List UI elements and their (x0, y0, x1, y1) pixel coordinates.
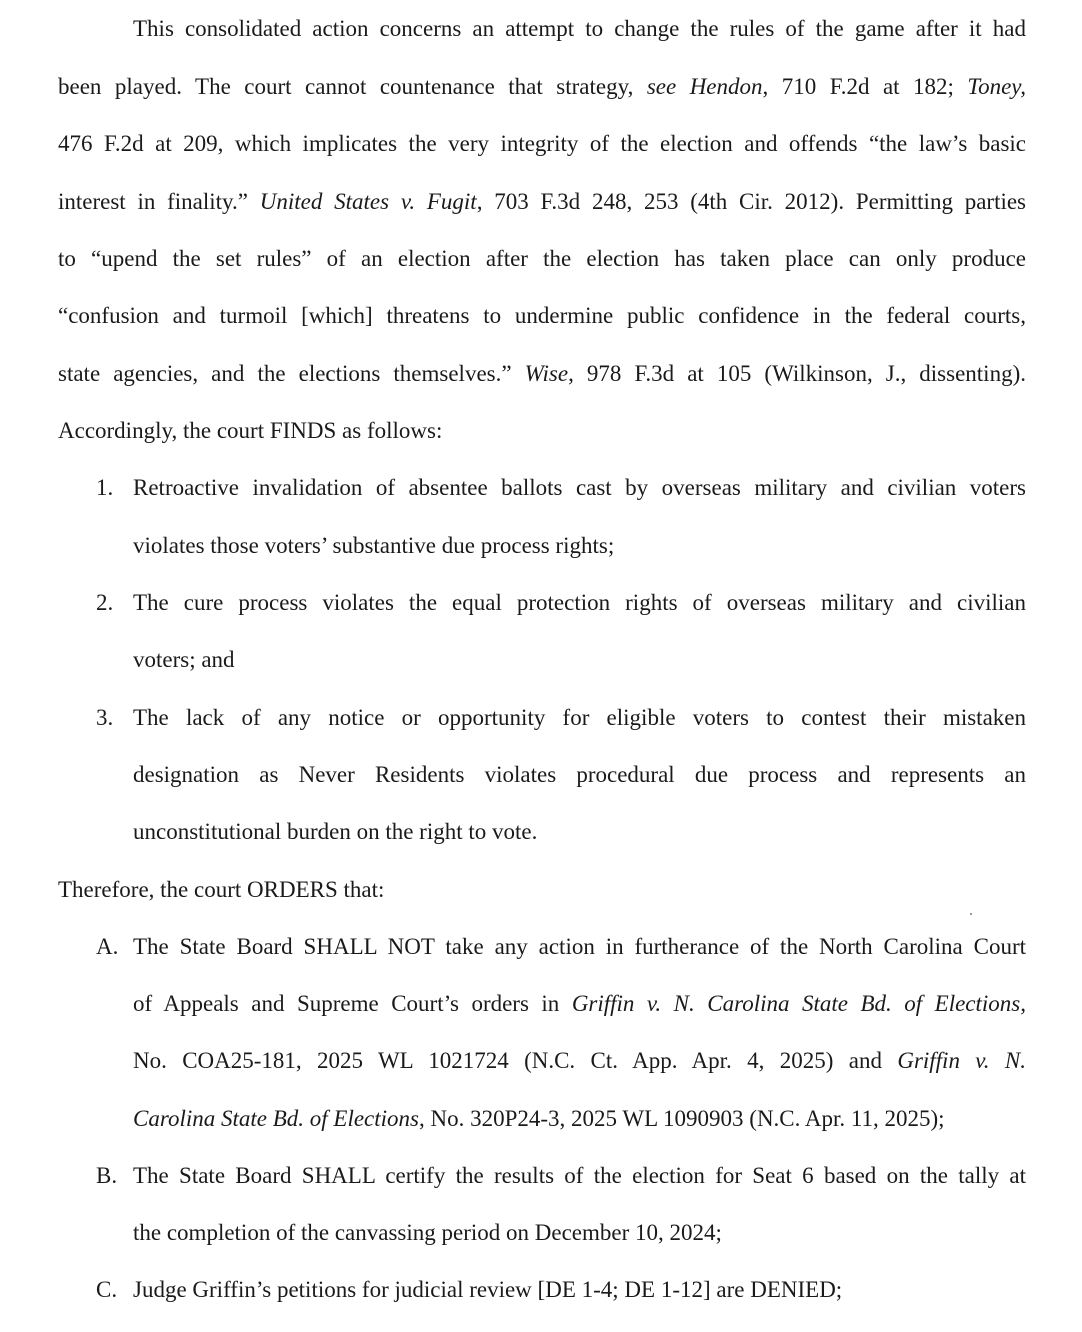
list-marker: 2. (96, 590, 114, 615)
text: designation as Never Residents violates procedural due process and represents an (133, 762, 1026, 787)
case-citation: Griffin v. N. (897, 1048, 1026, 1073)
case-citation: Griffin v. N. Carolina State Bd. of Elections, (571, 991, 1026, 1016)
finding-line (133, 588, 1026, 618)
finding-line (133, 473, 1026, 503)
case-citation: United States v. Fugit (259, 189, 477, 214)
finding-line (133, 703, 1026, 733)
text: This consolidated action concerns an attempt to change the rules of the game after it had (133, 16, 1026, 41)
order-line (133, 1218, 1026, 1248)
list-marker: 3. (96, 705, 114, 730)
paragraph-line (58, 244, 1026, 274)
text: The State Board SHALL certify the results of the election for Seat 6 based on the tally at (133, 1163, 1026, 1188)
order-line (133, 1275, 1026, 1305)
text: state agencies, and the elections themselves.” (58, 361, 525, 386)
text: violates those voters’ substantive due process rights; (133, 533, 615, 558)
text: Therefore, the court ORDERS that: (58, 877, 385, 902)
text: The State Board SHALL NOT take any action in furtherance of the North Carolina Court (133, 934, 1026, 959)
list-marker: A. (96, 934, 119, 959)
paragraph-line (58, 129, 1026, 159)
text: unconstitutional burden on the right to vote. (133, 819, 538, 844)
list-marker: 1. (96, 475, 114, 500)
text: interest in finality.” (58, 189, 260, 214)
text: , 978 F.3d at 105 (Wilkinson, J., dissenting). (568, 361, 1026, 386)
order-line (133, 1161, 1026, 1191)
finding-line (133, 817, 1026, 847)
order-line (133, 1046, 1026, 1076)
text: of Appeals and Supreme Court’s orders in (133, 991, 572, 1016)
text: , 710 F.2d at 182; (762, 74, 968, 99)
order-line (133, 1104, 1026, 1134)
text: voters; and (133, 647, 235, 672)
paragraph-line (58, 301, 1026, 331)
text: been played. The court cannot countenance that strategy, (58, 74, 647, 99)
text: “confusion and turmoil [which] threatens to undermine public confidence in the federal courts, (58, 303, 1026, 328)
case-citation: Carolina State Bd. of Elections (133, 1106, 419, 1131)
text: The cure process violates the equal protection rights of overseas military and civilian (133, 590, 1026, 615)
text: Judge Griffin’s petitions for judicial review [DE 1-4; DE 1-12] are DENIED; (133, 1277, 843, 1302)
order-line (133, 932, 1026, 962)
text: the completion of the canvassing period on December 10, 2024; (133, 1220, 722, 1245)
text: to “upend the set rules” of an election after the election has taken place can only produce (58, 246, 1026, 271)
paragraph-line (58, 72, 1026, 102)
orders-intro (58, 875, 1026, 905)
finding-line (133, 645, 1026, 675)
text: , No. 320P24-3, 2025 WL 1090903 (N.C. Apr. 11, 2025); (418, 1106, 945, 1131)
finding-line (133, 760, 1026, 790)
finding-line (133, 531, 1026, 561)
paragraph-line (58, 187, 1026, 217)
text: 476 F.2d at 209, which implicates the very integrity of the election and offends “the law’s basic (58, 131, 1026, 156)
paragraph-line (58, 359, 1026, 389)
scan-speck (970, 913, 972, 915)
text: No. COA25-181, 2025 WL 1021724 (N.C. Ct. App. Apr. 4, 2025) and (133, 1048, 898, 1073)
paragraph-line (58, 416, 1026, 446)
list-marker: B. (96, 1163, 118, 1188)
list-marker: C. (96, 1277, 118, 1302)
case-citation: see Hendon (646, 74, 763, 99)
order-line (133, 989, 1026, 1019)
text: Accordingly, the court FINDS as follows: (58, 418, 443, 443)
case-citation: Toney, (967, 74, 1026, 99)
case-citation: Wise (524, 361, 569, 386)
text: , 703 F.3d 248, 253 (4th Cir. 2012). Permitting parties (476, 189, 1027, 214)
text: The lack of any notice or opportunity for eligible voters to contest their mistaken (133, 705, 1026, 730)
text: Retroactive invalidation of absentee ballots cast by overseas military and civilian voters (133, 475, 1026, 500)
paragraph-line (133, 14, 1026, 44)
